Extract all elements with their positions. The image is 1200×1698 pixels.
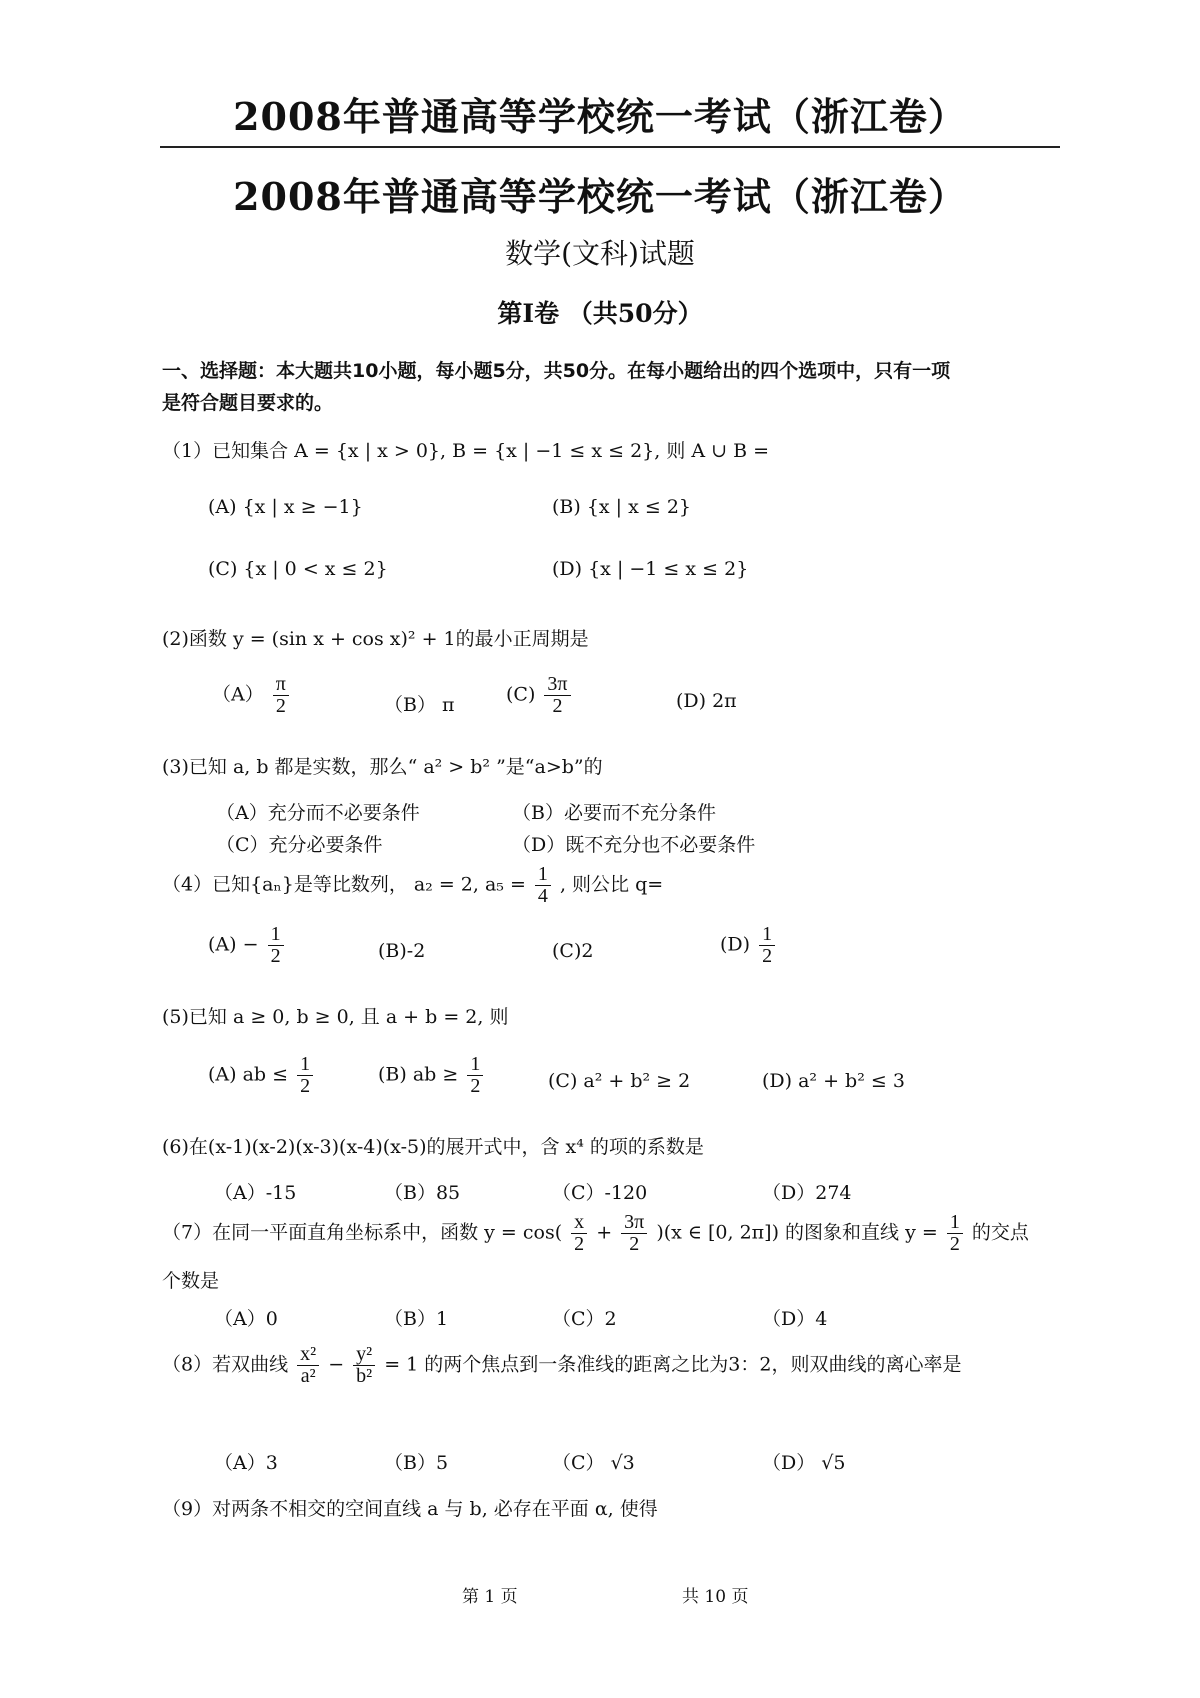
running-title: 2008年普通高等学校统一考试（浙江卷） — [233, 94, 967, 139]
section-instructions-line1: 一、选择题：本大题共10小题，每小题5分，共50分。在每小题给出的四个选项中，只有一项 — [162, 360, 951, 382]
q2-c-denominator: 2 — [552, 695, 563, 717]
q4-stem-start: （4）已知{aₙ}是等比数列， a₂ = 2, a₅ = — [162, 873, 526, 896]
q2-a-numerator: π — [273, 674, 289, 696]
q5-b-denominator: 2 — [470, 1075, 481, 1097]
q5-option-b-fraction — [467, 1054, 483, 1097]
q7-stem-end: 的交点 — [971, 1221, 1029, 1244]
q7-stem-start: （7）在同一平面直角坐标系中，函数 y = cos( — [162, 1221, 563, 1244]
q4-stem-end: , 则公比 q= — [559, 873, 664, 896]
q7-option-b: （B）1 — [384, 1308, 449, 1330]
q2-option-c-fraction — [544, 674, 570, 717]
q8-stem — [162, 1344, 961, 1387]
q8-stem-start: （8）若双曲线 — [162, 1353, 289, 1376]
q4-option-a — [208, 924, 287, 967]
q6-option-b: （B）85 — [384, 1182, 461, 1204]
header-rule — [160, 146, 1060, 148]
q7-f1-denominator: 2 — [574, 1233, 585, 1255]
q5-option-b — [378, 1054, 486, 1097]
q5-option-a-fraction — [297, 1054, 313, 1097]
q2-stem: (2)函数 y = (sin x + cos x)² + 1的最小正周期是 — [162, 628, 589, 650]
q8-f1-numerator: x² — [297, 1344, 319, 1366]
q2-option-a-fraction — [273, 674, 289, 717]
q6-option-c: （C）-120 — [552, 1182, 648, 1204]
q2-option-d: (D) 2π — [676, 690, 737, 712]
volume-heading: 第Ⅰ卷 （共50分） — [497, 299, 703, 328]
footer-total-pages: 共 10 页 — [682, 1587, 749, 1607]
q5-b-numerator: 1 — [467, 1054, 483, 1076]
q8-option-b: （B）5 — [384, 1452, 449, 1474]
q3-option-a: （A）充分而不必要条件 — [216, 802, 420, 824]
q8-stem-end: = 1 的两个焦点到一条准线的距离之比为3：2，则双曲线的离心率是 — [384, 1353, 962, 1376]
q5-option-a-label: (A) ab ≤ — [208, 1063, 289, 1086]
q5-option-b-label: (B) ab ≥ — [378, 1063, 459, 1086]
q7-stem-middle: )(x ∈ [0, 2π]) 的图象和直线 y = — [656, 1221, 938, 1244]
q4-option-d-label: (D) — [720, 933, 751, 956]
q8-option-c: （C） √3 — [552, 1452, 635, 1474]
q3-option-c: （C）充分必要条件 — [216, 834, 383, 856]
q4-option-d-fraction — [759, 924, 775, 967]
q4-a-denominator: 2 — [270, 945, 281, 967]
q7-f2-denominator: 2 — [629, 1233, 640, 1255]
q8-minus: − — [328, 1353, 345, 1376]
q4-a-numerator: 1 — [268, 924, 284, 946]
q4-option-a-label: (A) − — [208, 933, 259, 956]
q4-option-d — [720, 924, 778, 967]
q4-stem — [162, 864, 663, 907]
q8-f2-numerator: y² — [353, 1344, 375, 1366]
q8-fraction-x2-over-a2 — [297, 1344, 319, 1387]
q6-option-d: （D）274 — [762, 1182, 852, 1204]
q2-option-b: （B） π — [384, 694, 455, 716]
q4-option-c: (C)2 — [552, 940, 594, 962]
q7-option-a: （A）0 — [214, 1308, 278, 1330]
q7-f3-denominator: 2 — [949, 1233, 960, 1255]
q7-fraction-1-over-2 — [947, 1212, 963, 1255]
q7-fraction-3pi-over-2 — [621, 1212, 647, 1255]
q4-d-denominator: 2 — [762, 945, 773, 967]
q8-fraction-y2-over-b2 — [353, 1344, 375, 1387]
q5-option-c: (C) a² + b² ≥ 2 — [548, 1070, 691, 1092]
q7-f3-numerator: 1 — [947, 1212, 963, 1234]
exam-subtitle: 数学(文科)试题 — [505, 237, 695, 270]
q4-option-a-fraction — [268, 924, 284, 967]
q4-stem-numerator: 1 — [535, 864, 551, 886]
q8-option-a: （A）3 — [214, 1452, 278, 1474]
q7-option-c: （C）2 — [552, 1308, 617, 1330]
q2-option-c — [506, 674, 574, 717]
q2-c-numerator: 3π — [544, 674, 570, 696]
q7-stem — [162, 1212, 1029, 1255]
q2-option-a-label: （A） — [212, 683, 264, 706]
q8-option-d: （D） √5 — [762, 1452, 846, 1474]
q3-option-b: （B）必要而不充分条件 — [512, 802, 716, 824]
q3-option-d: （D）既不充分也不必要条件 — [512, 834, 756, 856]
q2-option-a — [212, 674, 292, 717]
q4-d-numerator: 1 — [759, 924, 775, 946]
q4-stem-fraction — [535, 864, 551, 907]
exam-title: 2008年普通高等学校统一考试（浙江卷） — [233, 174, 967, 219]
q5-stem: (5)已知 a ≥ 0, b ≥ 0, 且 a + b = 2, 则 — [162, 1006, 509, 1028]
q5-a-numerator: 1 — [297, 1054, 313, 1076]
q1-stem: （1）已知集合 A = {x | x > 0}, B = {x | −1 ≤ x ≤ 2}, 则 A ∪ B = — [162, 440, 770, 462]
q7-fraction-x-over-2 — [571, 1212, 587, 1255]
q2-a-denominator: 2 — [275, 695, 286, 717]
q3-stem: (3)已知 a, b 都是实数，那么“ a² > b² ”是“a>b”的 — [162, 756, 603, 778]
q1-option-b: (B) {x | x ≤ 2} — [552, 496, 692, 518]
q7-stem-line2: 个数是 — [162, 1270, 220, 1292]
q8-f1-denominator: a² — [300, 1365, 316, 1387]
footer-page-number: 第 1 页 — [462, 1587, 518, 1607]
q5-option-a — [208, 1054, 316, 1097]
q6-option-a: （A）-15 — [214, 1182, 297, 1204]
q7-option-d: （D）4 — [762, 1308, 828, 1330]
q6-stem: (6)在(x-1)(x-2)(x-3)(x-4)(x-5)的展开式中，含 x⁴ 的项的系数是 — [162, 1136, 704, 1158]
section-instructions-line2: 是符合题目要求的。 — [162, 392, 334, 414]
q5-a-denominator: 2 — [300, 1075, 311, 1097]
q7-f2-numerator: 3π — [621, 1212, 647, 1234]
q7-plus: + — [596, 1221, 613, 1244]
q7-f1-numerator: x — [571, 1212, 587, 1234]
q1-option-d: (D) {x | −1 ≤ x ≤ 2} — [552, 558, 749, 580]
q5-option-d: (D) a² + b² ≤ 3 — [762, 1070, 905, 1092]
q1-option-c: (C) {x | 0 < x ≤ 2} — [208, 558, 388, 580]
q1-option-a: (A) {x | x ≥ −1} — [208, 496, 363, 518]
q4-stem-denominator: 4 — [537, 885, 548, 907]
q2-option-c-label: (C) — [506, 683, 536, 706]
q9-stem: （9）对两条不相交的空间直线 a 与 b, 必存在平面 α, 使得 — [162, 1498, 658, 1520]
q8-f2-denominator: b² — [356, 1365, 373, 1387]
q4-option-b: (B)-2 — [378, 940, 426, 962]
